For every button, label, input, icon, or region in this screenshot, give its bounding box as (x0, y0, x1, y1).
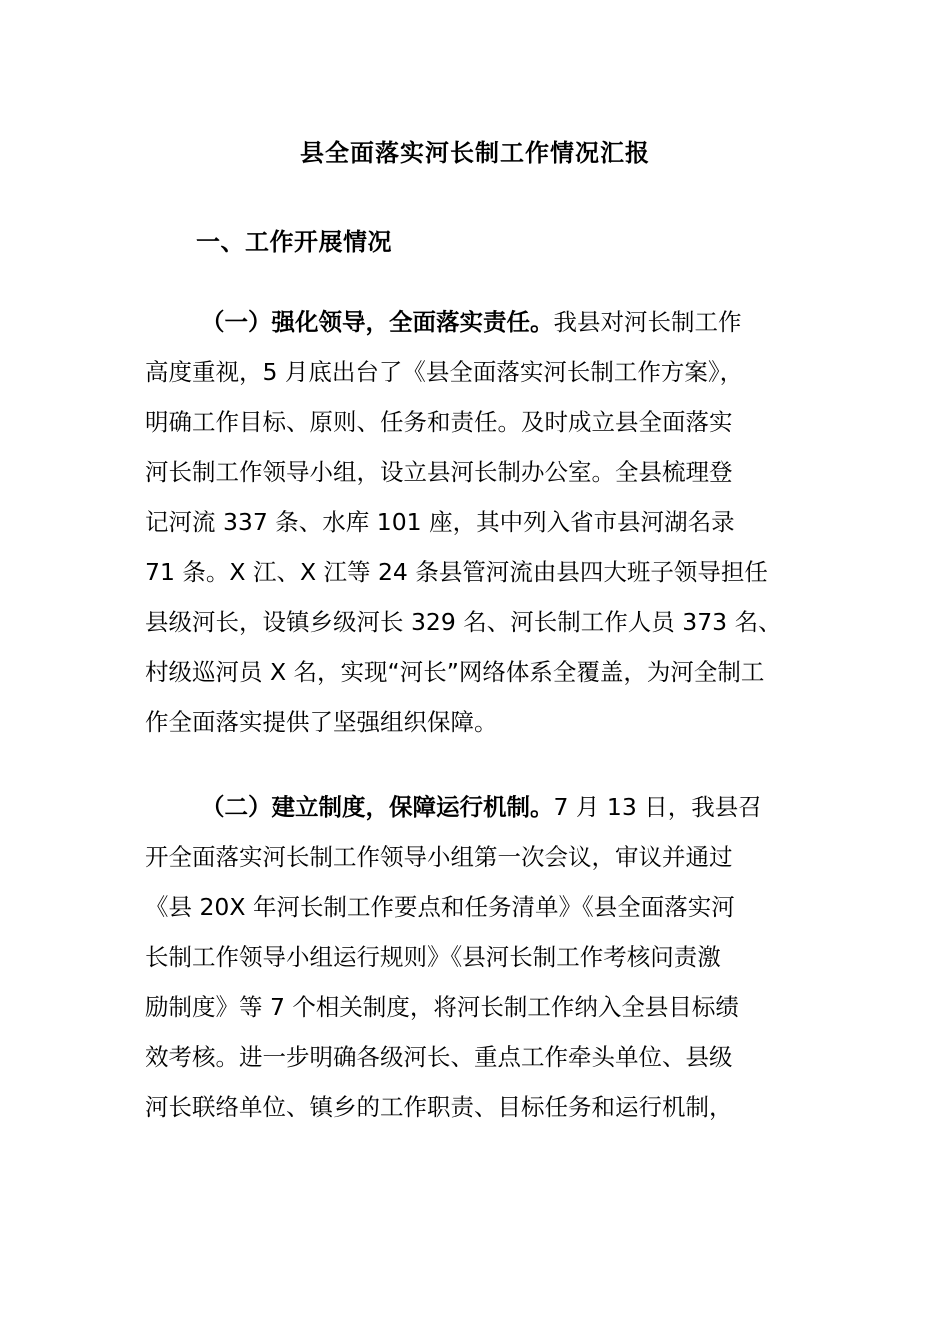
paragraph-lead: （二）建立制度，保障运行机制。 (201, 793, 554, 821)
paragraph-line: 长制工作领导小组运行规则》《县河长制工作考核问责激 (145, 943, 721, 971)
paragraph-line: 励制度》等 7 个相关制度，将河长制工作纳入全县目标绩 (145, 993, 739, 1021)
paragraph-line: 《县 20X 年河长制工作要点和任务清单》《县全面落实河 (145, 893, 735, 921)
paragraph-line: 明确工作目标、原则、任务和责任。及时成立县全面落实 (145, 408, 733, 436)
paragraph-line: 河长制工作领导小组，设立县河长制办公室。全县梳理登 (145, 458, 733, 486)
document-title: 县全面落实河长制工作情况汇报 (300, 139, 650, 167)
paragraph-line: 记河流 337 条、水库 101 座，其中列入省市县河湖名录 (145, 508, 735, 536)
paragraph-establish-system (145, 782, 825, 1132)
paragraph-line (145, 297, 825, 347)
section-heading: 一、工作开展情况 (196, 228, 392, 256)
paragraph-line: 县级河长，设镇乡级河长 329 名、河长制工作人员 373 名、 (145, 608, 782, 636)
paragraph-line: 71 条。X 江、X 江等 24 条县管河流由县四大班子领导担任 (145, 558, 768, 586)
paragraph-text: 7 月 13 日，我县召 (553, 793, 762, 821)
paragraph-lead: （一）强化领导，全面落实责任。 (201, 308, 554, 336)
paragraph-line: 作全面落实提供了坚强组织保障。 (145, 708, 498, 736)
paragraph-line: 效考核。进一步明确各级河长、重点工作牵头单位、县级 (145, 1043, 733, 1071)
paragraph-line: 村级巡河员 X 名，实现“河长”网络体系全覆盖，为河全制工 (145, 658, 765, 686)
paragraph-line: 开全面落实河长制工作领导小组第一次会议，审议并通过 (145, 843, 733, 871)
paragraph-line: 河长联络单位、镇乡的工作职责、目标任务和运行机制， (145, 1093, 733, 1121)
paragraph-strengthen-leadership (145, 297, 825, 747)
paragraph-line (145, 782, 825, 832)
paragraph-line: 高度重视，5 月底出台了《县全面落实河长制工作方案》， (145, 358, 744, 386)
paragraph-text: 我县对河长制工作 (553, 308, 742, 336)
